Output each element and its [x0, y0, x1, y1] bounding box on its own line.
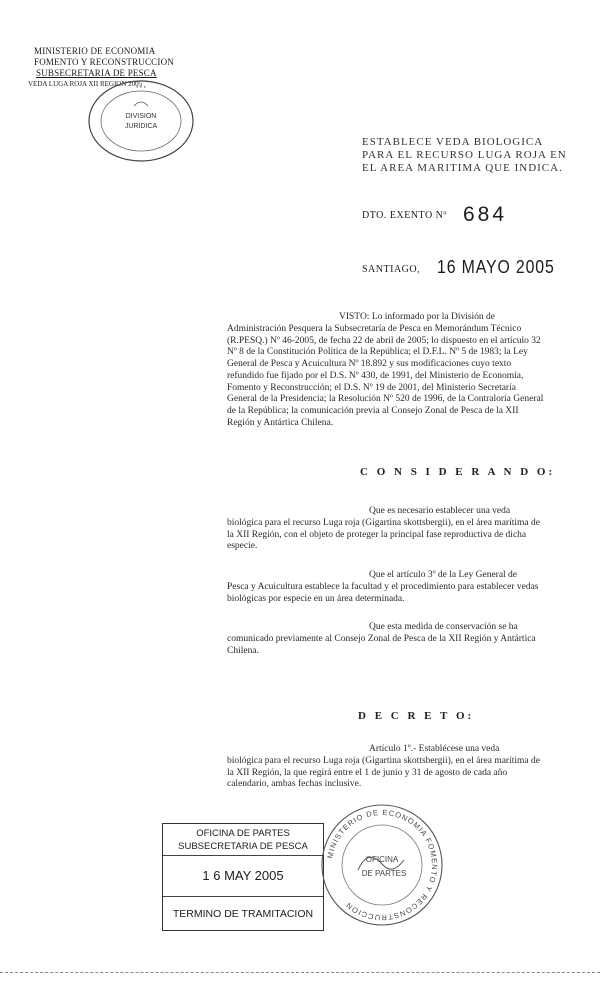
- fold-line: [0, 972, 600, 973]
- document-title: [362, 136, 567, 175]
- stamp-subsecretaria: SUBSECRETARIA DE PESCA: [178, 841, 308, 852]
- stamp-footer: TERMINO DE TRAMITACION: [172, 908, 314, 920]
- file-reference: VEDA LUGA ROJA XII REGION 2005: [28, 80, 143, 88]
- text-line: Fomento y Reconstrucción; el D.S. Nº 19 de 2001, del Ministerio Secretaría: [227, 382, 516, 393]
- text-line: Nº 8 de la Constitución Política de la República; el D.F.L. Nº 5 de 1983; la Ley: [227, 347, 528, 358]
- text-line: Administración Pesquera la Subsecretaría de Pesca en Memorándum Técnico: [227, 324, 522, 334]
- title-line: PARA EL RECURSO LUGA ROJA EN: [362, 149, 567, 161]
- text-line: la XII Región, la que regirá entre el 1 de junio y 31 de agosto de cada año: [227, 767, 508, 778]
- considerando-paragraph-1: [227, 518, 557, 553]
- seal-center-line2: JURIDICA: [124, 123, 158, 130]
- seal-right-center2: DE PARTES: [361, 869, 407, 878]
- considerando-paragraph-3: [227, 634, 557, 657]
- article-1-paragraph: [227, 756, 557, 791]
- decree-date: 16 MAYO 2005: [437, 257, 555, 277]
- text-line: Región y Antártica Chilena.: [227, 417, 334, 428]
- title-line: ESTABLECE VEDA BIOLOGICA: [362, 136, 544, 148]
- stamp-date: 1 6 MAY 2005: [163, 856, 323, 897]
- text-line: refundido fue fijado por el D.S. Nº 430, de 1991, del Ministerio de Economía,: [227, 370, 524, 381]
- visto-paragraph: [227, 324, 557, 429]
- text-line: comunicado previamente al Consejo Zonal de Pesca de la XII Región y Antártica: [227, 634, 536, 644]
- subsecretaria-name: SUBSECRETARIA DE PESCA: [36, 68, 157, 78]
- considerando-p1-first: Que es necesario establecer una veda: [369, 506, 511, 516]
- text-line: (R.PESQ.) Nº 46-2005, de fecha 22 de abril de 2005; lo dispuesto en el artículo 32: [227, 335, 541, 346]
- ministry-name: MINISTERIO DE ECONOMIA: [34, 46, 156, 56]
- text-line: calendario, ambas fechas inclusive.: [227, 779, 362, 790]
- seal-ring-text: MINISTERIO DE ECONOMIA FOMENTO Y RECONSTRUCCION: [325, 807, 440, 923]
- oficina-partes-seal: [318, 800, 446, 930]
- considerando-paragraph-2: [227, 582, 557, 605]
- considerando-p2-first: Que el artículo 3º de la Ley General de: [369, 570, 518, 580]
- svg-text:* * *: * * *: [136, 86, 146, 92]
- visto-first-line: VISTO: Lo informado por la División de: [339, 312, 496, 322]
- article-1-first: Artículo 1º.- Establécese una veda: [369, 744, 500, 754]
- decree-place: SANTIAGO,: [362, 264, 421, 275]
- text-line: General de Pesca y Acuicultura Nº 18.892 y sus modificaciones cuyo texto: [227, 359, 512, 370]
- text-line: Pesca y Acuicultura establece la facultad y el procedimiento para establecer vedas: [227, 582, 539, 592]
- decree-number: 684: [463, 203, 508, 226]
- text-line: General de la Presidencia; la Resolución Nº 520 de 1996, de la Contraloría General: [227, 394, 544, 405]
- division-juridica-seal: [86, 78, 196, 164]
- seal-center-line1: DIVISION: [125, 113, 157, 120]
- text-line: la XII Región, con el objeto de proteger la principal fase reproductiva de dicha: [227, 529, 527, 540]
- decreto-heading: D E C R E T O:: [358, 710, 475, 722]
- text-line: biológica para el recurso Luga roja (Gigartina skottsbergii), en el área marítima de: [227, 518, 540, 528]
- text-line: Chilena.: [227, 645, 259, 656]
- considerando-heading: C O N S I D E R A N D O:: [360, 466, 556, 478]
- text-line: biológica para el recurso Luga roja (Gigartina skottsbergii), en el área marítima de: [227, 756, 540, 766]
- reception-stamp: [162, 823, 324, 931]
- text-line: biológicas por especie en un área determinada.: [227, 593, 405, 604]
- decree-label: DTO. EXENTO Nº: [362, 210, 448, 221]
- ministry-subname: FOMENTO Y RECONSTRUCCION: [34, 57, 174, 67]
- seal-right-center1: OFICINA: [365, 855, 399, 864]
- text-line: de la República; la comunicación previa al Consejo Zonal de Pesca de la XII: [227, 405, 519, 416]
- stamp-office: OFICINA DE PARTES: [196, 828, 290, 839]
- considerando-p3-first: Que esta medida de conservación se ha: [369, 622, 518, 632]
- title-line: EL AREA MARITIMA QUE INDICA.: [362, 162, 563, 174]
- text-line: especie.: [227, 541, 258, 552]
